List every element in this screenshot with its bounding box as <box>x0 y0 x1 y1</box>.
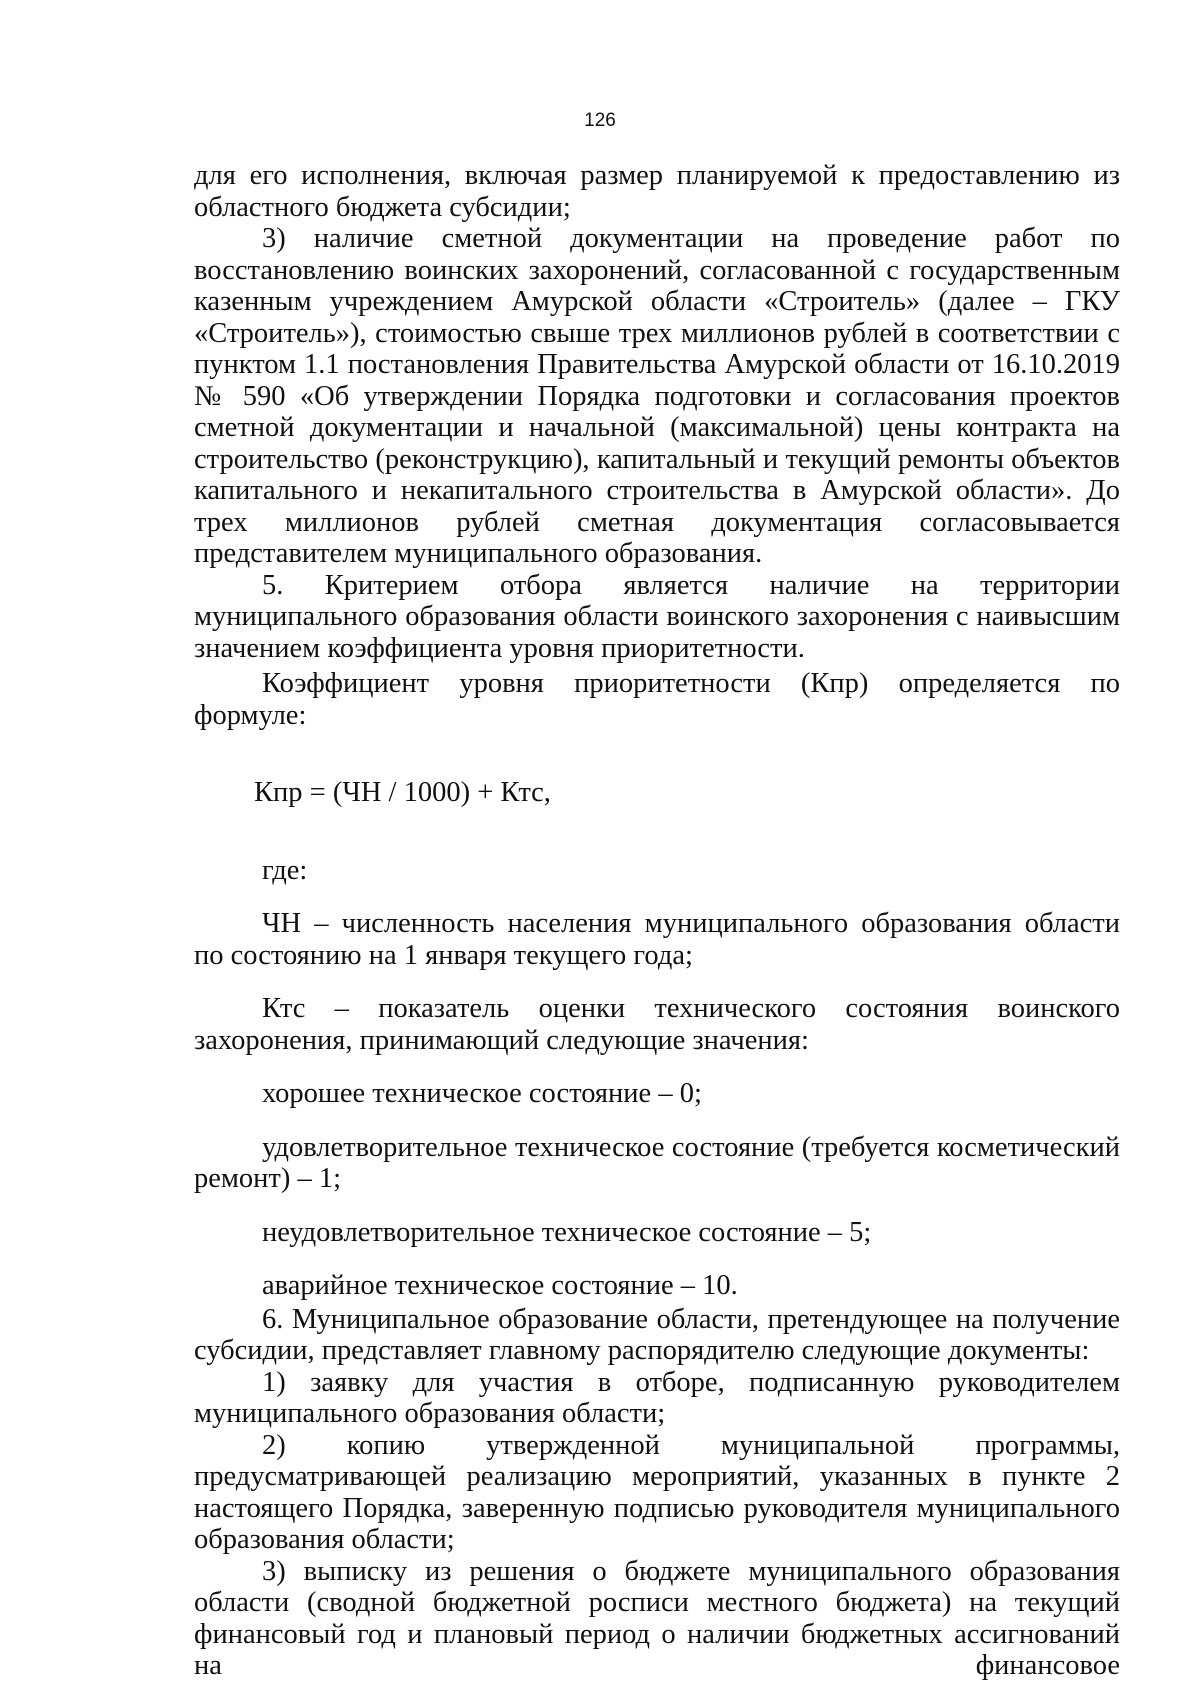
paragraph-item-3: 3) наличие сметной документации на проведение работ по восстановлению воинских захоронений, согласованной с государственным казенным учреждением Амурской области «Строитель» (далее – ГКУ «Строитель»), стоимостью свыше трех миллионов рублей в соответствии с пунктом 1.1 постановления Правительства Амурской области от 16.10.2019 № 590 «Об утверждении Порядка подготовки и согласования проектов сметной документации и начальной (максимальной) цены контракта на строительство (реконструкцию), капитальный и текущий ремонты объектов капитального и некапитального строительства в Амурской области». До трех миллионов рублей сметная документация согласовывается представителем муниципального образования. <box>194 223 1120 569</box>
paragraph-state-satisfactory: удовлетворительное техническое состояние (требуется косметический ремонт) – 1; <box>194 1131 1120 1194</box>
paragraph-section-6: 6. Муниципальное образование области, претендующее на получение субсидии, представляет главному распорядителю следующие документы: <box>194 1303 1120 1366</box>
paragraph-ch-definition: ЧН – численность населения муниципального образования области по состоянию на 1 января текущего года; <box>194 908 1120 971</box>
document-body <box>194 160 1120 1682</box>
paragraph-doc-item-1: 1) заявку для участия в отборе, подписанную руководителем муниципального образования области; <box>194 1366 1120 1429</box>
formula: Кпр = (ЧН / 1000) + Ктс, <box>254 777 551 808</box>
paragraph-doc-item-3: 3) выписку из решения о бюджете муниципального образования области (сводной бюджетной росписи местного бюджета) на текущий финансовый год и плановый период о наличии бюджетных ассигнований на финансовое <box>194 1555 1120 1681</box>
paragraph-section-5: 5. Критерием отбора является наличие на территории муниципального образования области воинского захоронения с наивысшим значением коэффициента уровня приоритетности. <box>194 569 1120 664</box>
paragraph-doc-item-2: 2) копию утвержденной муниципальной программы, предусматривающей реализацию мероприятий, указанных в пункте 2 настоящего Порядка, заверенную подписью руководителя муниципального образования области; <box>194 1429 1120 1555</box>
paragraph-where: где: <box>262 854 308 886</box>
page-number: 126 <box>584 110 616 131</box>
paragraph-state-unsatisfactory: неудовлетворительное техническое состояние – 5; <box>262 1216 872 1248</box>
paragraph-kts-definition: Ктс – показатель оценки технического состояния воинского захоронения, принимающий следующие значения: <box>194 993 1120 1056</box>
paragraph-state-emergency: аварийное техническое состояние – 10. <box>262 1270 738 1301</box>
paragraph-coefficient-intro: Коэффициент уровня приоритетности (Кпр) определяется по формуле: <box>194 668 1120 731</box>
paragraph-state-good: хорошее техническое состояние – 0; <box>262 1078 702 1109</box>
paragraph-continuation: для его исполнения, включая размер планируемой к предоставлению из областного бюджета субсидии; <box>194 160 1120 223</box>
